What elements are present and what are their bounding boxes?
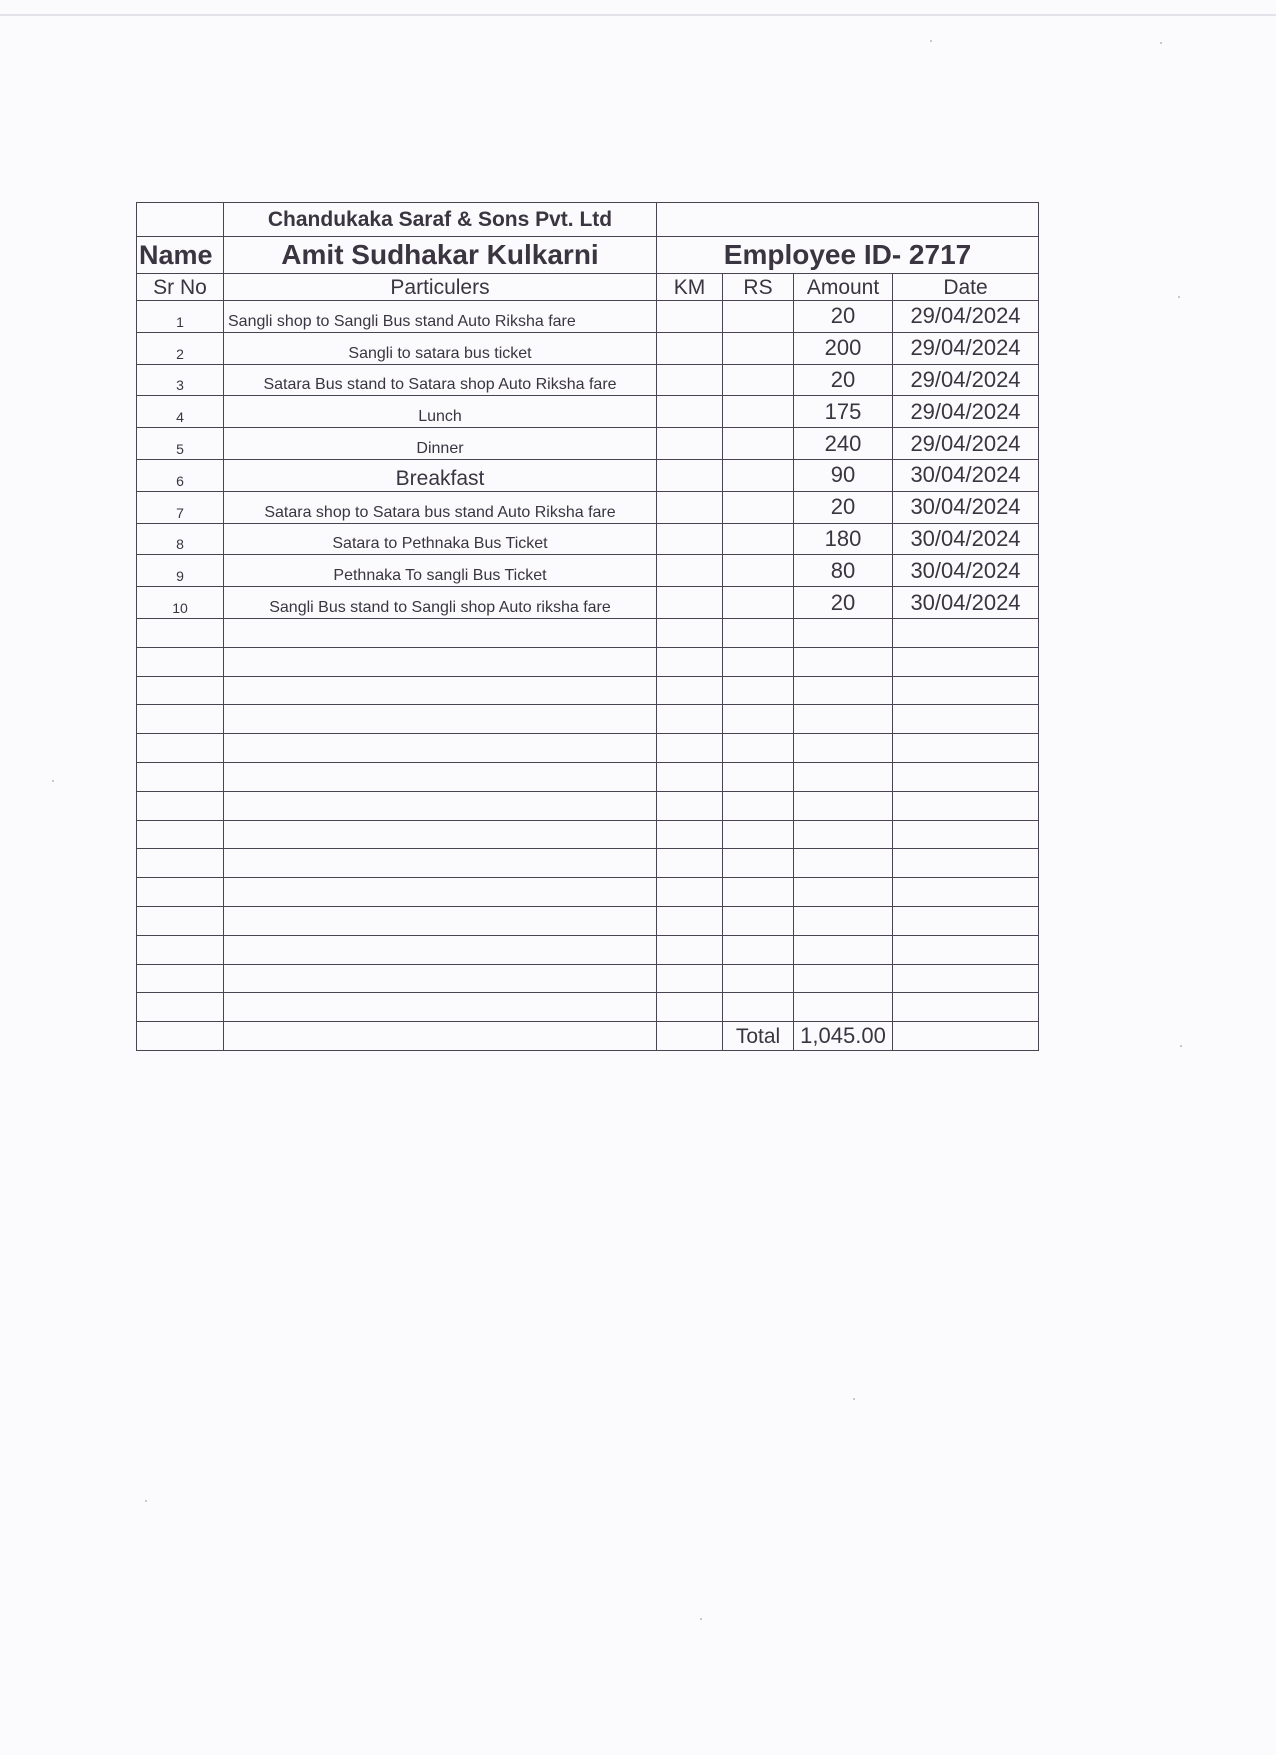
empty-cell bbox=[224, 618, 657, 647]
empty-cell bbox=[224, 705, 657, 734]
empty-cell bbox=[723, 676, 794, 705]
col-header-rs: RS bbox=[723, 274, 794, 301]
km-cell bbox=[657, 332, 723, 364]
empty-cell bbox=[224, 820, 657, 849]
empty-cell bbox=[657, 705, 723, 734]
empty-cell bbox=[794, 964, 893, 993]
scan-speck bbox=[1178, 296, 1180, 298]
scan-speck bbox=[853, 1398, 855, 1400]
empty-cell bbox=[723, 791, 794, 820]
km-cell bbox=[657, 491, 723, 523]
empty-cell bbox=[224, 762, 657, 791]
rs-cell bbox=[723, 428, 794, 460]
empty-row bbox=[137, 676, 1039, 705]
empty-cell bbox=[893, 935, 1039, 964]
column-header-row bbox=[137, 274, 1039, 301]
employee-row bbox=[137, 237, 1039, 274]
empty-cell bbox=[723, 762, 794, 791]
empty-cell bbox=[137, 762, 224, 791]
sr-cell: 2 bbox=[137, 332, 224, 364]
empty-cell bbox=[794, 906, 893, 935]
particulars-cell: Sangli shop to Sangli Bus stand Auto Riksha fare bbox=[224, 301, 657, 333]
empty-cell bbox=[893, 762, 1039, 791]
empty-cell bbox=[657, 964, 723, 993]
empty-cell bbox=[794, 618, 893, 647]
date-cell: 30/04/2024 bbox=[893, 587, 1039, 619]
table-row bbox=[137, 555, 1039, 587]
sr-cell: 10 bbox=[137, 587, 224, 619]
particulars-cell: Lunch bbox=[224, 396, 657, 428]
date-cell: 30/04/2024 bbox=[893, 523, 1039, 555]
empty-cell bbox=[723, 705, 794, 734]
sr-cell: 1 bbox=[137, 301, 224, 333]
empty-cell bbox=[137, 734, 224, 763]
empty-cell bbox=[794, 734, 893, 763]
empty-cell bbox=[794, 676, 893, 705]
scan-speck bbox=[1180, 1045, 1182, 1047]
empty-cell bbox=[794, 878, 893, 907]
empty-cell bbox=[224, 647, 657, 676]
table-row bbox=[137, 428, 1039, 460]
empty-row bbox=[137, 820, 1039, 849]
km-cell bbox=[657, 364, 723, 396]
empty-cell bbox=[723, 734, 794, 763]
amount-cell: 80 bbox=[794, 555, 893, 587]
empty-cell bbox=[723, 618, 794, 647]
date-cell: 29/04/2024 bbox=[893, 396, 1039, 428]
blank-cell bbox=[657, 203, 1039, 237]
empty-row bbox=[137, 906, 1039, 935]
empty-cell bbox=[723, 820, 794, 849]
km-cell bbox=[657, 396, 723, 428]
empty-cell bbox=[794, 762, 893, 791]
empty-cell bbox=[224, 734, 657, 763]
expense-sheet bbox=[136, 202, 1039, 1051]
empty-cell bbox=[893, 618, 1039, 647]
empty-cell bbox=[794, 993, 893, 1022]
sr-cell: 9 bbox=[137, 555, 224, 587]
amount-cell: 20 bbox=[794, 491, 893, 523]
sr-cell: 8 bbox=[137, 523, 224, 555]
table-row bbox=[137, 364, 1039, 396]
particulars-cell: Satara Bus stand to Satara shop Auto Riksha fare bbox=[224, 364, 657, 396]
sr-cell: 4 bbox=[137, 396, 224, 428]
employee-id: Employee ID- 2717 bbox=[657, 237, 1039, 274]
empty-row bbox=[137, 849, 1039, 878]
employee-name: Amit Sudhakar Kulkarni bbox=[224, 237, 657, 274]
col-header-km: KM bbox=[657, 274, 723, 301]
empty-cell bbox=[657, 820, 723, 849]
col-header-sr: Sr No bbox=[137, 274, 224, 301]
empty-row bbox=[137, 993, 1039, 1022]
empty-cell bbox=[723, 647, 794, 676]
empty-cell bbox=[893, 849, 1039, 878]
empty-cell bbox=[224, 1022, 657, 1051]
rs-cell bbox=[723, 587, 794, 619]
empty-cell bbox=[794, 849, 893, 878]
table-row bbox=[137, 396, 1039, 428]
empty-cell bbox=[657, 647, 723, 676]
empty-cell bbox=[657, 676, 723, 705]
amount-cell: 240 bbox=[794, 428, 893, 460]
particulars-cell: Breakfast bbox=[224, 459, 657, 491]
empty-row bbox=[137, 935, 1039, 964]
empty-cell bbox=[657, 791, 723, 820]
empty-cell bbox=[893, 878, 1039, 907]
empty-cell bbox=[657, 1022, 723, 1051]
empty-cell bbox=[224, 906, 657, 935]
empty-cell bbox=[657, 734, 723, 763]
table-row bbox=[137, 491, 1039, 523]
empty-cell bbox=[893, 993, 1039, 1022]
rs-cell bbox=[723, 523, 794, 555]
particulars-cell: Satara shop to Satara bus stand Auto Riksha fare bbox=[224, 491, 657, 523]
date-cell: 30/04/2024 bbox=[893, 459, 1039, 491]
empty-cell bbox=[657, 762, 723, 791]
empty-cell bbox=[224, 964, 657, 993]
empty-cell bbox=[137, 791, 224, 820]
particulars-cell: Satara to Pethnaka Bus Ticket bbox=[224, 523, 657, 555]
blank-cell bbox=[137, 203, 224, 237]
table-row bbox=[137, 301, 1039, 333]
empty-cell bbox=[137, 676, 224, 705]
km-cell bbox=[657, 587, 723, 619]
km-cell bbox=[657, 459, 723, 491]
empty-cell bbox=[137, 849, 224, 878]
empty-cell bbox=[794, 935, 893, 964]
empty-cell bbox=[893, 705, 1039, 734]
empty-cell bbox=[893, 676, 1039, 705]
empty-cell bbox=[723, 878, 794, 907]
date-cell: 29/04/2024 bbox=[893, 364, 1039, 396]
date-cell: 29/04/2024 bbox=[893, 301, 1039, 333]
amount-cell: 20 bbox=[794, 301, 893, 333]
empty-cell bbox=[723, 906, 794, 935]
rs-cell bbox=[723, 396, 794, 428]
empty-cell bbox=[224, 676, 657, 705]
empty-cell bbox=[137, 935, 224, 964]
particulars-cell: Dinner bbox=[224, 428, 657, 460]
col-header-amount: Amount bbox=[794, 274, 893, 301]
empty-row bbox=[137, 878, 1039, 907]
rs-cell bbox=[723, 332, 794, 364]
col-header-date: Date bbox=[893, 274, 1039, 301]
empty-cell bbox=[137, 993, 224, 1022]
km-cell bbox=[657, 428, 723, 460]
empty-cell bbox=[224, 791, 657, 820]
date-cell: 29/04/2024 bbox=[893, 428, 1039, 460]
amount-cell: 90 bbox=[794, 459, 893, 491]
sr-cell: 5 bbox=[137, 428, 224, 460]
sr-cell: 7 bbox=[137, 491, 224, 523]
empty-cell bbox=[137, 647, 224, 676]
empty-cell bbox=[137, 964, 224, 993]
empty-cell bbox=[137, 820, 224, 849]
page-top-edge bbox=[0, 14, 1276, 16]
amount-cell: 200 bbox=[794, 332, 893, 364]
particulars-cell: Sangli to satara bus ticket bbox=[224, 332, 657, 364]
empty-cell bbox=[657, 878, 723, 907]
empty-row bbox=[137, 647, 1039, 676]
rs-cell bbox=[723, 555, 794, 587]
rs-cell bbox=[723, 491, 794, 523]
total-value: 1,045.00 bbox=[794, 1022, 893, 1051]
empty-cell bbox=[893, 1022, 1039, 1051]
empty-row bbox=[137, 618, 1039, 647]
table-row bbox=[137, 523, 1039, 555]
scan-speck bbox=[700, 1618, 702, 1620]
empty-cell bbox=[224, 849, 657, 878]
empty-row bbox=[137, 734, 1039, 763]
empty-cell bbox=[224, 993, 657, 1022]
empty-cell bbox=[723, 849, 794, 878]
empty-row bbox=[137, 964, 1039, 993]
empty-cell bbox=[657, 935, 723, 964]
empty-cell bbox=[794, 820, 893, 849]
scan-speck bbox=[145, 1500, 147, 1502]
empty-row bbox=[137, 762, 1039, 791]
empty-cell bbox=[893, 906, 1039, 935]
empty-cell bbox=[657, 849, 723, 878]
amount-cell: 20 bbox=[794, 364, 893, 396]
scan-speck bbox=[1160, 42, 1162, 44]
rs-cell bbox=[723, 364, 794, 396]
km-cell bbox=[657, 301, 723, 333]
empty-cell bbox=[893, 791, 1039, 820]
scan-speck bbox=[52, 780, 54, 782]
empty-cell bbox=[224, 878, 657, 907]
empty-cell bbox=[893, 647, 1039, 676]
km-cell bbox=[657, 555, 723, 587]
total-label: Total bbox=[723, 1022, 794, 1051]
empty-cell bbox=[137, 906, 224, 935]
table-row bbox=[137, 587, 1039, 619]
rs-cell bbox=[723, 301, 794, 333]
empty-cell bbox=[137, 878, 224, 907]
empty-cell bbox=[137, 618, 224, 647]
date-cell: 30/04/2024 bbox=[893, 555, 1039, 587]
empty-cell bbox=[723, 964, 794, 993]
table-row bbox=[137, 332, 1039, 364]
name-label: Name bbox=[137, 237, 224, 274]
total-row bbox=[137, 1022, 1039, 1051]
particulars-cell: Pethnaka To sangli Bus Ticket bbox=[224, 555, 657, 587]
empty-cell bbox=[137, 705, 224, 734]
empty-cell bbox=[224, 935, 657, 964]
sr-cell: 3 bbox=[137, 364, 224, 396]
empty-cell bbox=[893, 964, 1039, 993]
date-cell: 30/04/2024 bbox=[893, 491, 1039, 523]
empty-row bbox=[137, 791, 1039, 820]
sr-cell: 6 bbox=[137, 459, 224, 491]
empty-cell bbox=[893, 820, 1039, 849]
date-cell: 29/04/2024 bbox=[893, 332, 1039, 364]
col-header-particulars: Particulers bbox=[224, 274, 657, 301]
empty-cell bbox=[657, 618, 723, 647]
empty-cell bbox=[893, 734, 1039, 763]
empty-cell bbox=[137, 1022, 224, 1051]
km-cell bbox=[657, 523, 723, 555]
amount-cell: 180 bbox=[794, 523, 893, 555]
empty-cell bbox=[723, 993, 794, 1022]
amount-cell: 20 bbox=[794, 587, 893, 619]
empty-row bbox=[137, 705, 1039, 734]
company-name: Chandukaka Saraf & Sons Pvt. Ltd bbox=[224, 203, 657, 237]
particulars-cell: Sangli Bus stand to Sangli shop Auto riksha fare bbox=[224, 587, 657, 619]
empty-cell bbox=[657, 906, 723, 935]
empty-cell bbox=[657, 993, 723, 1022]
empty-cell bbox=[794, 791, 893, 820]
empty-cell bbox=[794, 647, 893, 676]
table-row bbox=[137, 459, 1039, 491]
empty-cell bbox=[794, 705, 893, 734]
amount-cell: 175 bbox=[794, 396, 893, 428]
rs-cell bbox=[723, 459, 794, 491]
empty-cell bbox=[723, 935, 794, 964]
scan-speck bbox=[930, 40, 932, 42]
company-row bbox=[137, 203, 1039, 237]
